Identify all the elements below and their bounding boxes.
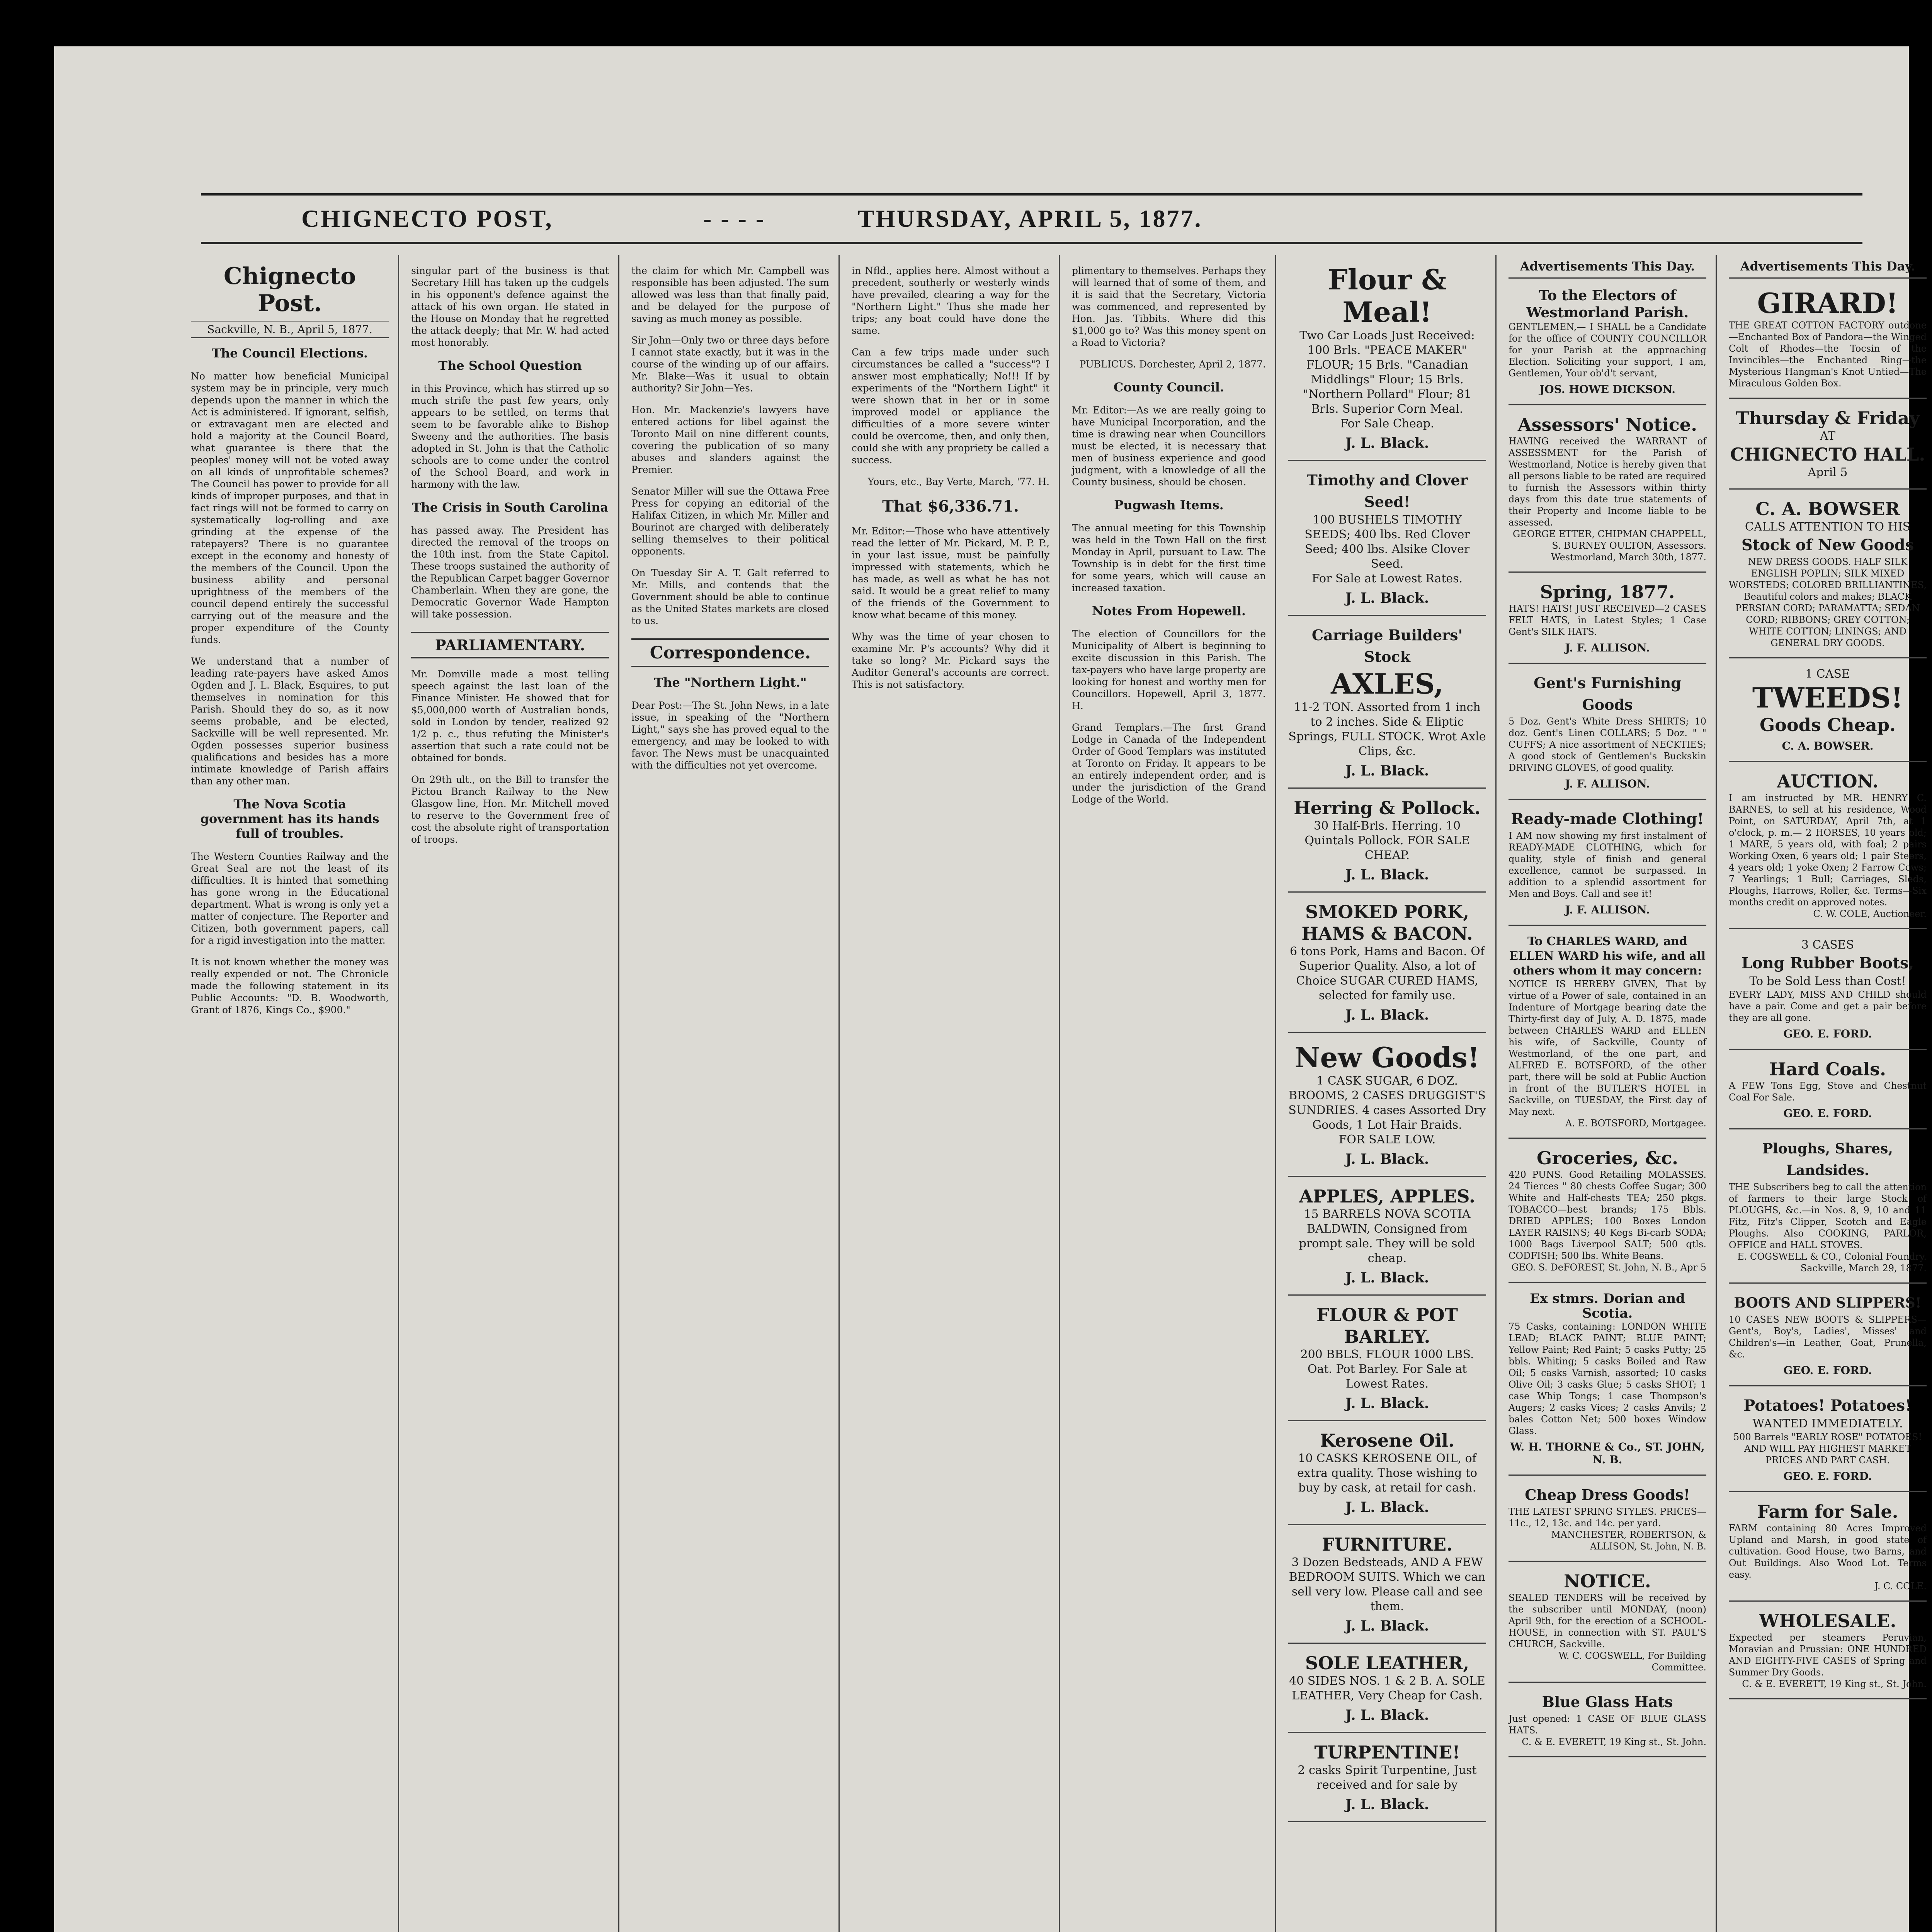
article-paragraph: singular part of the business is that Secretary Hill has taken up the cudgels in his opponent's defence against the attack of his own organ. He stated in the House on Monday that he regretted the attack deeply; that Mr. W. had acted most honorably. (411, 265, 609, 348)
ad-subtitle: WANTED IMMEDIATELY. (1752, 1417, 1903, 1430)
ad-body: 15 BARRELS NOVA SCOTIA BALDWIN, Consigned from prompt sale. They will be sold cheap. (1299, 1208, 1476, 1265)
ad-title: SOLE LEATHER, (1305, 1653, 1469, 1673)
ad-bowser-stock (1729, 490, 1927, 658)
ad-title: BOOTS AND SLIPPERS! (1734, 1295, 1922, 1311)
ad-signature: GEORGE ETTER, CHIPMAN CHAPPELL, S. BURNEY OULTON, Assessors. Westmorland, March 30th, 1877. (1513, 529, 1706, 563)
ad-body: A FEW Tons Egg, Stove and Chestnut Coal For Sale. (1729, 1080, 1927, 1103)
ad-sole-leather (1288, 1644, 1486, 1733)
ad-body: Expected per steamers Peruvian, Moravian and Prussian: ONE HUNDRED AND EIGHTY-FIVE CASES of Spring and Summer Dry Goods. (1729, 1632, 1927, 1678)
ad-assessors-notice (1509, 405, 1706, 573)
ad-title: TURPENTINE! (1314, 1742, 1460, 1763)
column-4 (842, 255, 1060, 1932)
ad-title: WHOLESALE. (1759, 1611, 1896, 1631)
article-heading: The "Northern Light." (654, 675, 807, 690)
ad-title: Spring, 1877. (1540, 582, 1675, 602)
article-paragraph: has passed away. The President has directed the removal of the troops on the 10th inst. from the State Capitol. These troops sustained the authority of the Republican Carpet bagger Governor Chamberlain. When they are gone, the Democratic Governor Wade Hampton will take possession. (411, 525, 609, 620)
ad-signature: C. A. BOWSER. (1782, 740, 1874, 752)
ad-turpentine (1288, 1733, 1486, 1822)
ad-title: Flour & Meal! (1328, 263, 1447, 328)
ad-carriage-builders (1288, 616, 1486, 789)
ad-mortgage-sale (1509, 926, 1706, 1139)
article-paragraph: Hon. Mr. Mackenzie's lawyers have entered actions for libel against the Toronto Mail on nine different counts, covering the publication of so many abuses and slanders against the Premier. (631, 404, 829, 475)
ad-cta: For Sale at Lowest Rates. (1311, 572, 1463, 585)
ad-title: Stock of New Goods (1741, 536, 1914, 554)
ad-body: Just opened: 1 CASE OF BLUE GLASS HATS. (1509, 1713, 1706, 1736)
ad-signature: J. L. Black. (1345, 1618, 1429, 1634)
article-paragraph: Grand Templars.—The first Grand Lodge in Canada of the Independent Order of Good Templars was instituted at Toronto on Friday. It appears to be an entirely independent order, and is under the jurisdiction of the Grand Lodge of the World. (1072, 722, 1266, 805)
ad-timothy-clover (1288, 461, 1486, 616)
ad-body: FARM containing 80 Acres Improved Upland and Marsh, in good state of cultivation. Good House, two Barns, and Out Buildings. Also Wood Lot. Terms easy. (1729, 1523, 1927, 1580)
ad-body: THE GREAT COTTON FACTORY outdone—Enchanted Box of Pandora—the Winged Colt of Rhodes—the Tocsin of the Invincibles—the Enchanted Ring—the Mysterious Hangman's Knot Untied—The Miraculous Golden Box. (1729, 320, 1927, 389)
ad-body: THE LATEST SPRING STYLES. PRICES—11c., 12, 13c. and 14c. per yard. (1509, 1506, 1706, 1529)
article-paragraph: Senator Miller will sue the Ottawa Free Press for copying an editorial of the Halifax Citizen, in which Mr. Miller and Bourinot are charged with deliberately selling themselves to their political opponents. (631, 486, 829, 557)
ad-body: 200 BBLS. FLOUR 1000 LBS. Oat. Pot Barley. For Sale at Lowest Rates. (1300, 1348, 1474, 1391)
ad-auction (1729, 762, 1927, 929)
column-2 (402, 255, 619, 1932)
column-5 (1063, 255, 1276, 1932)
article-paragraph: The Western Counties Railway and the Great Seal are not the least of its difficulties. It is hinted that something has gone wrong in the Educational department. What is wrong is only yet a matter of conjecture. The Reporter and Citizen, both government papers, call for a rigid investigation into the matter. (191, 851, 389, 946)
ad-body: NOTICE IS HEREBY GIVEN, That by virtue of a Power of sale, contained in an Indenture of Mortgage bearing date the Thirty-first day of July, A. D. 1875, made between CHARLES WARD and ELLEN his wife, of Sackville, County of Westmorland, of the one part, and ALFRED E. BOTSFORD, of the other part, there will be sold at Public Auction in front of the BUTLER'S HOTEL in Sackville, on TUESDAY, the First day of May next. (1509, 979, 1706, 1117)
ad-title: Timothy and Clover Seed! (1306, 471, 1468, 510)
ad-title: Ploughs, Shares, Landsides. (1762, 1141, 1893, 1179)
article-heading: That $6,336.71. (882, 497, 1019, 515)
ad-body: 30 Half-Brls. Herring. 10 Quintals Pollock. FOR SALE CHEAP. (1304, 819, 1470, 862)
ad-title: Long Rubber Boots, (1741, 954, 1914, 972)
article-paragraph: in Nfld., applies here. Almost without a precedent, southerly or westerly winds have prevailed, clearing a way for the "Northern Light." Thus she made her trips; any boat could have done the same. (852, 265, 1049, 336)
article-paragraph: Sir John—Only two or three days before I cannot state exactly, but it was in the course of the winding up of our affairs. Mr. Blake—Was it usual to obtain authority? Sir John—Yes. (631, 335, 829, 394)
editorial-dateline: Sackville, N. B., April 5, 1877. (191, 321, 389, 338)
ad-signature: GEO. S. DeFOREST, St. John, N. B., Apr 5 (1511, 1262, 1706, 1273)
ad-signature: J. C. COLE. (1874, 1581, 1927, 1592)
ad-body: 10 CASKS KEROSENE OIL, of extra quality. Those wishing to buy by cask, at retail for cash. (1297, 1452, 1478, 1495)
ad-body: HATS! HATS! JUST RECEIVED—2 CASES FELT HATS, in Latest Styles; 1 Case Gent's SILK HATS. (1509, 603, 1706, 637)
ad-body: 420 PUNS. Good Retailing MOLASSES. 24 Tierces " 80 chests Coffee Sugar; 300 White and Half-chests TEA; 250 pkgs. TOBACCO—best brands; 175 Bbls. DRIED APPLES; 100 Boxes London LAYER RAISINS; 40 Kegs Bi-carb SODA; 1000 Bags Liverpool SALT; 500 qtls. CODFISH; 500 lbs. White Beans. (1509, 1169, 1706, 1261)
ad-body: I am instructed by MR. HENRY C. BARNES, to sell at his residence, Wood Point, on SATURDAY, April 7th, at 1 o'clock, p. m.— 2 HORSES, 10 years old; 1 MARE, 5 years old, with foal; 2 pairs Working Oxen, 6 years old; 1 pair Steers, 4 years old; 1 yoke Oxen; 2 Farrow Cows; 7 Yearlings; 1 Bull; Carriages, Sleds, Ploughs, Harrows, Roller, &c. Terms—Six months credit on approved notes. (1729, 793, 1927, 908)
ad-herring-pollock (1288, 789, 1486, 893)
article-paragraph: Mr. Domville made a most telling speech against the last loan of the Finance Minister. He showed that for $5,000,000 worth of Australian bonds, sold in London by tender, realized 92 1/2 p. c., thus refuting the Minister's assertion that such a rate could not be obtained for bonds. (411, 668, 609, 764)
article-paragraph: the claim for which Mr. Campbell was responsible has been adjusted. The sum allowed was less than that finally paid, and be delayed for the purpose of saving as much money as possible. (631, 265, 829, 324)
ad-subtitle: Two Car Loads Just Received: (1299, 329, 1475, 342)
column-1 (182, 255, 399, 1932)
ad-signature: J. L. Black. (1345, 1151, 1429, 1167)
ad-signature: J. F. ALLISON. (1565, 903, 1650, 916)
ad-signature: J. F. ALLISON. (1565, 641, 1650, 654)
letter-signoff: Yours, etc., Bay Verte, March, '77. H. (867, 476, 1049, 487)
ad-body: THE Subscribers beg to call the attention of farmers to their large Stock of PLOUGHS, &c.—in Nos. 8, 9, 10 and 11 Fitz, Fitz's Clipper, Scotch and Eagle Ploughs. Also COOKING, PARLOR, OFFICE and HALL STOVES. (1729, 1182, 1927, 1250)
ad-new-goods (1288, 1033, 1486, 1177)
ad-title: Assessors' Notice. (1517, 414, 1697, 435)
newspaper-page (54, 46, 1927, 1932)
article-heading: The Nova Scotia government has its hands full of troubles. (200, 797, 379, 841)
ad-title: Cheap Dress Goods! (1525, 1486, 1690, 1503)
masthead-title: CHIGNECTO POST, (301, 205, 553, 232)
ad-signature: E. COGSWELL & CO., Colonial Foundry. Sackville, March 29, 1877. (1737, 1251, 1927, 1274)
ad-signature: GEO. E. FORD. (1783, 1364, 1872, 1377)
ad-subtitle: To be Sold Less than Cost! (1749, 975, 1906, 988)
ad-title: Hard Coals. (1769, 1059, 1886, 1080)
ad-body: NEW DRESS GOODS. HALF SILK ENGLISH POPLIN; SILK MIXED WORSTEDS; COLORED BRILLIANTINES, Beautiful colors and makes; BLACK PERSIAN CORD; PARAMATTA; SEDAN CORD; RIBBONS; GREY COTTON; WHITE COTTON; LININGS; AND GENERAL DRY GOODS. (1729, 556, 1927, 648)
article-paragraph: On Tuesday Sir A. T. Galt referred to Mr. Mills, and contends that the Government should be able to continue as the United States markets are closed to us. (631, 567, 829, 626)
ad-signature: J. L. Black. (1345, 1796, 1429, 1813)
ad-ploughs (1729, 1129, 1927, 1284)
ad-body: 40 SIDES NOS. 1 & 2 B. A. SOLE LEATHER, Very Cheap for Cash. (1289, 1674, 1485, 1702)
ad-dorian-scotia (1509, 1283, 1706, 1476)
column-header: Advertisements This Day. (1509, 255, 1706, 279)
ad-signature: J. L. Black. (1345, 435, 1429, 451)
ad-ready-made-clothing (1509, 800, 1706, 926)
ad-title: Carriage Builders' Stock (1311, 626, 1463, 665)
ad-signature: J. L. Black. (1345, 1007, 1429, 1023)
article-paragraph: Can a few trips made under such circumstances be called a "success"? I answer most emphatically; No!!! If by experiments of the "Northern Light" it were shown that in her or in some improved model or appliance the difficulties of a more severe winter could be overcome, then, and only then, could she with any propriety be called a success. (852, 347, 1049, 466)
ad-rubber-boots (1729, 929, 1927, 1050)
article-paragraph: in this Province, which has stirred up so much strife the past few years, only appears to be settled, on terms that seem to be favorable alike to Bishop Sweeny and the authorities. The basis adopted in St. John is that the Catholic schools are to come under the control of the School Board, and work in harmony with the law. (411, 383, 609, 490)
ad-hard-coals (1729, 1050, 1927, 1129)
ad-title: Herring & Pollock. (1294, 798, 1481, 818)
article-paragraph: Mr. Editor:—Those who have attentively read the letter of Mr. Pickard, M. P. P., in your last issue, must be painfully impressed with statements, which he has made, as well as what he has not said. It would be a great relief to many of the friends of the Government to know what became of this money. (852, 526, 1049, 621)
ad-electors-notice (1509, 279, 1706, 405)
ad-body: 100 Brls. "PEACE MAKER" FLOUR; 15 Brls. "Canadian Middlings" Flour; 15 Brls. "Northern Pollard" Flour; 81 Brls. Superior Corn Meal. (1303, 344, 1471, 416)
ad-girard (1729, 279, 1927, 399)
ad-title: Potatoes! Potatoes! (1743, 1396, 1912, 1415)
ad-signature: C. W. COLE, Auctioneer. (1813, 908, 1927, 919)
ad-headline: AXLES, (1331, 667, 1444, 700)
ad-body: 6 tons Pork, Hams and Bacon. Of Superior Quality. Also, a lot of Choice SUGAR CURED HAMS, selected for family use. (1290, 945, 1485, 1002)
section-heading-parliamentary: PARLIAMENTARY. (411, 632, 609, 658)
ad-title: AUCTION. (1777, 771, 1879, 792)
ad-chignecto-hall (1729, 399, 1927, 490)
ad-place: CHIGNECTO HALL. (1730, 444, 1925, 465)
ad-title: To the Electors of Westmorland Parish. (1526, 287, 1689, 321)
ad-body: I AM now showing my first instalment of READY-MADE CLOTHING, which for quality, style of finish and general excellence, cannot be surpassed. In addition to a splendid assortment for Men and Boys. Call and see it! (1509, 830, 1706, 899)
ad-signature: J. F. ALLISON. (1565, 777, 1650, 790)
ad-cheap-dress-goods (1509, 1476, 1706, 1562)
ad-signature: J. L. Black. (1345, 867, 1429, 883)
ad-title: GIRARD! (1757, 287, 1898, 320)
ad-title: New Goods! (1294, 1041, 1480, 1074)
ad-spring-hats (1509, 573, 1706, 664)
ad-gents-furnishing (1509, 664, 1706, 800)
column-7-ads (1499, 255, 1717, 1932)
ad-title: Ex stmrs. Dorian and Scotia. (1530, 1291, 1685, 1321)
masthead-separator: - - - - (703, 205, 766, 232)
ad-body: SEALED TENDERS will be received by the subscriber until MONDAY, (noon) April 9th, for the erection of a SCHOOL-HOUSE, in connection with ST. PAUL'S CHURCH, Sackville. (1509, 1592, 1706, 1650)
ad-farm-for-sale (1729, 1492, 1927, 1602)
ad-cta: For Sale Cheap. (1340, 417, 1434, 430)
article-paragraph: We understand that a number of leading rate-payers have asked Amos Ogden and J. L. Black, Esquires, to put themselves in nomination for this Parish. Should they do so, as it now seems probable, and be elected, Sackville will be well represented. Mr. Ogden possesses superior business qualifications and besides has a more intimate knowledge of Parish affairs than any other man. (191, 656, 389, 787)
ad-body: 5 Doz. Gent's White Dress SHIRTS; 10 doz. Gent's Linen COLLARS; 5 Doz. " " CUFFS; A nice assortment of NECKTIES; A good stock of Gentlemen's Buckskin DRIVING GLOVES, of good quality. (1509, 716, 1706, 773)
article-paragraph: On 29th ult., on the Bill to transfer the Pictou Branch Railway to the New Glasgow line, Hon. Mr. Mitchell moved to reserve to the Government free of cost the absolute right of transportation of troops. (411, 774, 609, 845)
ad-title: To CHARLES WARD, and ELLEN WARD his wife, and all others whom it may concern: (1509, 935, 1706, 978)
ad-title: SMOKED PORK, HAMS & BACON. (1301, 901, 1473, 944)
article-heading: County Council. (1113, 380, 1225, 395)
ad-title: Blue Glass Hats (1542, 1693, 1673, 1711)
ad-title: Farm for Sale. (1757, 1501, 1898, 1522)
ad-body: EVERY LADY, MISS AND CHILD should have a pair. Come and get a pair before they are all gone. (1729, 989, 1927, 1023)
article-paragraph: Dear Post:—The St. John News, in a late issue, in speaking of the "Northern Light," says she has proved equal to the emergency, and may be looked to with favor. The News must be unacquainted with the difficulties not yet overcome. (631, 700, 829, 771)
ad-school-house-notice (1509, 1562, 1706, 1683)
ad-title: NOTICE. (1564, 1571, 1651, 1592)
editorial-flag: Chignecto Post. (223, 263, 356, 317)
ad-apples (1288, 1177, 1486, 1296)
ad-signature: J. L. Black. (1345, 1395, 1429, 1412)
ad-signature: J. L. Black. (1345, 590, 1429, 606)
ad-wholesale (1729, 1602, 1927, 1699)
ad-at: AT (1820, 429, 1836, 443)
ad-signature: W. H. THORNE & Co., ST. JOHN, N. B. (1510, 1440, 1705, 1466)
ad-title: Ready-made Clothing! (1511, 810, 1704, 828)
ad-blue-glass-hats (1509, 1683, 1706, 1757)
ad-merchant-name: C. A. BOWSER (1755, 498, 1900, 519)
article-heading: The Council Elections. (212, 346, 368, 361)
ad-body: 1 CASK SUGAR, 6 DOZ. BROOMS, 2 CASES DRUGGIST'S SUNDRIES. 4 cases Assorted Dry Goods, 1 Lot Hair Braids. (1288, 1074, 1486, 1132)
ad-smoked-pork (1288, 893, 1486, 1033)
ad-pre: 3 CASES (1801, 938, 1854, 952)
article-heading: Pugwash Items. (1114, 498, 1224, 512)
ad-title: Groceries, &c. (1537, 1148, 1678, 1168)
ad-potatoes (1729, 1386, 1927, 1492)
ad-flour-meal (1288, 255, 1486, 461)
ad-signature: W. C. COGSWELL, For Building Committee. (1558, 1650, 1706, 1673)
ad-body: 3 Dozen Bedsteads, AND A FEW BEDROOM SUITS. Which we can sell very low. Please call and see them. (1289, 1556, 1486, 1613)
ad-flour-barley (1288, 1296, 1486, 1421)
ad-signature: JOS. HOWE DICKSON. (1539, 383, 1675, 396)
ad-title: TWEEDS! (1752, 681, 1903, 714)
article-heading: Notes From Hopewell. (1092, 604, 1246, 618)
column-8-ads (1719, 255, 1932, 1932)
article-paragraph: plimentary to themselves. Perhaps they will learned that of some of them, and it is said that the Secretary, Victoria was commenced, and represented by Hon. Jas. Tibbits. Where did this $1,000 go to? Was this money spent on a Road to Victoria? (1072, 265, 1266, 348)
letter-signoff: PUBLICUS. Dorchester, April 2, 1877. (1079, 359, 1266, 370)
ad-title: FLOUR & POT BARLEY. (1316, 1304, 1458, 1347)
ad-title: Gent's Furnishing Goods (1534, 674, 1681, 713)
ad-furniture (1288, 1525, 1486, 1644)
ad-title: Kerosene Oil. (1320, 1430, 1455, 1451)
column-6-ads (1279, 255, 1497, 1932)
article-paragraph: The annual meeting for this Township was held in the Town Hall on the first Monday in April, pursuant to Law. The Township is in debt for the first time for some years, which will cause an increased taxation. (1072, 522, 1266, 594)
ad-body: HAVING received the WARRANT of ASSESSMENT for the Parish of Westmorland, Notice is hereby given that all persons liable to be rated are required to furnish the Assessors within thirty days from this date true statements of their Property and Income liable to be assessed. (1509, 436, 1706, 528)
ad-body: 100 BUSHELS TIMOTHY SEEDS; 400 lbs. Red Clover Seed; 400 lbs. Alsike Clover Seed. (1304, 513, 1470, 571)
article-paragraph: Mr. Editor:—As we are really going to have Municipal Incorporation, and the time is drawing near when Councillors must be elected, it is necessary that men of business experience and good judgment, with a knowledge of all the County business, should be chosen. (1072, 405, 1266, 488)
ad-body: 500 Barrels "EARLY ROSE" POTATOES! AND WILL PAY HIGHEST MARKET PRICES AND PART CASH. (1733, 1432, 1922, 1466)
masthead (201, 193, 1862, 244)
ad-signature: GEO. E. FORD. (1783, 1027, 1872, 1040)
ad-title: FURNITURE. (1321, 1534, 1453, 1555)
ad-kerosene-oil (1288, 1421, 1486, 1525)
ad-body: 11-2 TON. Assorted from 1 inch to 2 inches. Side & Eliptic Springs, FULL STOCK. Wrot Axle Clips, &c. (1288, 701, 1486, 758)
masthead-date: THURSDAY, APRIL 5, 1877. (858, 205, 1202, 232)
ad-subtitle: Goods Cheap. (1759, 714, 1896, 735)
ad-date: April 5 (1808, 466, 1848, 479)
article-heading: The School Question (438, 358, 582, 373)
article-heading: The Crisis in South Carolina (412, 500, 609, 515)
ad-boots-slippers (1729, 1284, 1927, 1386)
ad-signature: C. & E. EVERETT, 19 King st., St. John. (1742, 1679, 1927, 1689)
article-paragraph: The election of Councillors for the Municipality of Albert is beginning to excite discussion in this Parish. The tax-payers who have large property are looking for honest and worthy men for Councillors. Hopewell, April 3, 1877. H. (1072, 628, 1266, 711)
ad-title: APPLES, APPLES. (1299, 1186, 1475, 1207)
ad-signature: J. L. Black. (1345, 1270, 1429, 1286)
ad-groceries (1509, 1139, 1706, 1283)
ad-body: 75 Casks, containing: LONDON WHITE LEAD; BLACK PAINT; BLUE PAINT; Yellow Paint; Red Paint; 5 casks Putty; 25 bbls. Whiting; 5 casks Boiled and Raw Oil; 5 casks Varnish, assorted; 10 casks Olive Oil; 3 casks Glue; 5 casks SHOT; 1 case Whip Tongs; 1 case Thompson's Augers; 2 casks Vices; 2 casks Anvils; 2 bales Cotton Net; 500 boxes Window Glass. (1509, 1321, 1706, 1436)
column-3 (622, 255, 840, 1932)
ad-signature: J. L. Black. (1345, 763, 1429, 779)
ad-body: 10 CASES NEW BOOTS & SLIPPERS—Gent's, Boy's, Ladies', Misses' and Children's—in Leather, Goat, Prunella, &c. (1729, 1314, 1927, 1360)
ad-cta: FOR SALE LOW. (1338, 1133, 1436, 1146)
ad-intro: CALLS ATTENTION TO HIS (1745, 520, 1911, 534)
article-paragraph: It is not known whether the money was really expended or not. The Chronicle made the following statement in its Public Accounts: "D. B. Woodworth, Grant of 1876, Kings Co., $900." (191, 956, 389, 1015)
ad-signature: C. & E. EVERETT, 19 King st., St. John. (1522, 1736, 1706, 1747)
ad-tweeds (1729, 658, 1927, 762)
column-header: Advertisements This Day. (1729, 255, 1927, 279)
ad-body: 2 casks Spirit Turpentine, Just received and for sale by (1298, 1764, 1477, 1792)
ad-pre: 1 CASE (1805, 667, 1850, 681)
ad-signature: GEO. E. FORD. (1783, 1470, 1872, 1483)
ad-signature: GEO. E. FORD. (1783, 1107, 1872, 1120)
ad-body: GENTLEMEN,— I SHALL be a Candidate for the office of COUNTY COUNCILLOR for your Parish at the approaching Election. Soliciting your support, I am, Gentlemen, Your ob'd't servant, (1509, 321, 1706, 379)
article-paragraph: No matter how beneficial Municipal system may be in principle, very much depends upon the manner in which the Act is administered. If ignorant, selfish, or extravagant men are elected and hold a majority at the Council Board, what guarantee is there that the peoples' money will not be voted away on all kinds of unprofitable schemes? The Council has power to provide for all kinds of improper purposes, and that in fact rings will not be formed to carry on systematically log-rolling and axe grinding at the expense of the ratepayers? There is no guarantee except in the economy and honesty of the members of the Council. Upon the business ability and personal uprightness of the members of the council depend entirely the successful carrying out of the measure and the proper expenditure of the County funds. (191, 371, 389, 645)
ad-signature: J. L. Black. (1345, 1707, 1429, 1723)
article-paragraph: Why was the time of year chosen to examine Mr. P's accounts? Why did it take so long? Mr. Pickard says the Auditor General's accounts are correct. This is not satisfactory. (852, 631, 1049, 690)
ad-signature: J. L. Black. (1345, 1499, 1429, 1515)
ad-signature: A. E. BOTSFORD, Mortgagee. (1565, 1118, 1706, 1129)
ad-title: Thursday & Friday (1736, 408, 1920, 429)
ad-signature: MANCHESTER, ROBERTSON, & ALLISON, St. John, N. B. (1551, 1529, 1706, 1552)
section-heading-correspondence: Correspondence. (631, 638, 829, 667)
